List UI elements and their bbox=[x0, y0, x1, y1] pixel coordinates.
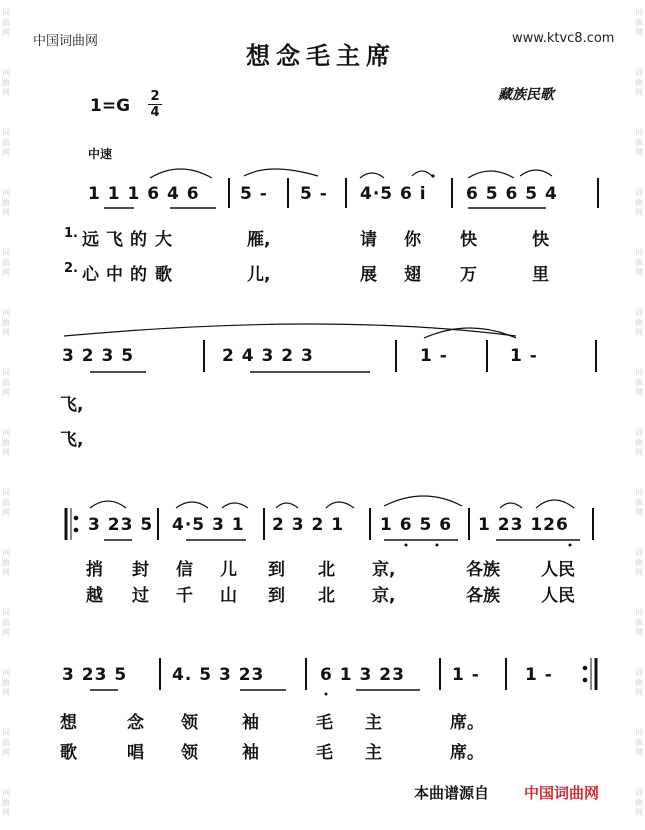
watermark-text: 词曲网 bbox=[635, 248, 643, 277]
verse2-number: 2. bbox=[64, 261, 78, 276]
watermark-text: 词曲网 bbox=[635, 668, 643, 697]
lyric: 你 bbox=[404, 230, 421, 250]
watermark-text: 词曲网 bbox=[635, 368, 643, 397]
lyric: 快 bbox=[460, 230, 477, 250]
verse1-number: 1. bbox=[64, 226, 78, 241]
watermark-text: 词曲网 bbox=[2, 368, 10, 397]
lyric: 各族 bbox=[466, 560, 500, 580]
lyric: 人民 bbox=[541, 586, 575, 606]
watermark-text: 词曲网 bbox=[2, 428, 10, 457]
slur bbox=[424, 328, 516, 338]
lyric: 封 bbox=[132, 560, 149, 580]
slur bbox=[520, 170, 552, 176]
lyric: 各族 bbox=[466, 586, 500, 606]
system2-measure1-notes: 3 2 3 5 bbox=[62, 346, 135, 366]
repeat-end-sign bbox=[583, 658, 596, 690]
slurs bbox=[64, 169, 574, 508]
lyric: 毛 bbox=[316, 713, 333, 733]
lyric: 快 bbox=[532, 230, 549, 250]
song-title: 想念毛主席 bbox=[246, 42, 396, 70]
lyric: 毛 bbox=[316, 743, 333, 763]
slur bbox=[500, 503, 522, 508]
system4-measure5-notes: 1 - bbox=[525, 665, 553, 685]
watermark-text: 词曲网 bbox=[635, 548, 643, 577]
lyric: 越 bbox=[86, 586, 103, 606]
system2-measure4-notes: 1 - bbox=[510, 346, 538, 366]
barlines bbox=[158, 178, 598, 690]
watermark-text: 词曲网 bbox=[2, 248, 10, 277]
lyric: 袖 bbox=[242, 743, 259, 763]
lyric: 心 bbox=[82, 265, 99, 285]
lyric: 飞, bbox=[60, 395, 84, 415]
lyric: 山 bbox=[220, 586, 237, 606]
song-origin: 藏族民歌 bbox=[498, 87, 554, 103]
lyric: 大 bbox=[155, 230, 172, 250]
low-octave-dot bbox=[405, 544, 408, 547]
lyric: 万 bbox=[460, 265, 477, 285]
lyric: 翅 bbox=[404, 265, 421, 285]
system4-measure2-notes: 4. 5 3 23 bbox=[172, 665, 265, 685]
lyric: 唱 bbox=[127, 743, 144, 763]
lyric: 请 bbox=[360, 230, 377, 250]
watermark-text: 词曲网 bbox=[635, 188, 643, 217]
lyric: 千 bbox=[176, 586, 193, 606]
lyric: 展 bbox=[360, 265, 377, 285]
lyric: 儿, bbox=[247, 265, 271, 285]
lyric: 歌 bbox=[155, 265, 172, 285]
watermark-text: 词曲网 bbox=[635, 128, 643, 157]
beat-underlines bbox=[90, 208, 580, 690]
watermark-text: 词曲网 bbox=[635, 608, 643, 637]
low-octave-dot bbox=[569, 544, 572, 547]
time-bottom: 4 bbox=[150, 105, 160, 120]
watermark-text: 词曲网 bbox=[635, 8, 643, 37]
lyric: 的 bbox=[130, 265, 147, 285]
slur bbox=[150, 169, 212, 178]
watermark-text: 词曲网 bbox=[2, 68, 10, 97]
lyric: 北 bbox=[318, 586, 335, 606]
lyric: 想 bbox=[60, 713, 77, 733]
system4-measure3-notes: 6 1 3 23 bbox=[320, 665, 405, 685]
watermark-text: 词曲网 bbox=[635, 68, 643, 97]
lyric: 领 bbox=[181, 743, 198, 763]
watermark-text: 词曲网 bbox=[635, 728, 643, 757]
system1-measure3-notes: 5 - bbox=[300, 184, 328, 204]
lyric: 京, bbox=[372, 586, 396, 606]
watermark-text: 词曲网 bbox=[2, 308, 10, 337]
lyric: 主 bbox=[365, 713, 382, 733]
tempo-mark: 中速 bbox=[88, 147, 113, 161]
site-url-right: www.ktvc8.com bbox=[512, 31, 615, 46]
system3-measure5-notes: 1 23 126 bbox=[478, 515, 569, 535]
watermark-text: 词曲网 bbox=[2, 728, 10, 757]
slur bbox=[412, 171, 432, 176]
system3-measure4-notes: 1 6 5 6 bbox=[380, 515, 453, 535]
slur bbox=[536, 500, 574, 508]
lyric: 歌 bbox=[60, 743, 77, 763]
lyric: 里 bbox=[532, 265, 549, 285]
system1-measure5-notes: 6 5 6 5 4 bbox=[466, 184, 558, 204]
repeat-start-sign bbox=[66, 508, 78, 540]
slur bbox=[326, 502, 354, 508]
watermark-text: 词曲网 bbox=[635, 428, 643, 457]
slur bbox=[222, 503, 248, 508]
key-signature: 1=G bbox=[90, 96, 131, 116]
watermark-text: 词曲网 bbox=[635, 488, 643, 517]
lyric: 飞, bbox=[60, 430, 84, 450]
system2-measure3-notes: 1 - bbox=[420, 346, 448, 366]
watermark-text: 词曲网 bbox=[2, 8, 10, 37]
watermark-text: 词曲网 bbox=[2, 188, 10, 217]
lyric: 信 bbox=[176, 560, 193, 580]
time-top: 2 bbox=[150, 89, 160, 104]
slur bbox=[244, 169, 318, 176]
system1-measure2-notes: 5 - bbox=[240, 184, 268, 204]
lyric: 到 bbox=[268, 560, 285, 580]
system1-measure1-notes: 1 1 1 6 4 6 bbox=[88, 184, 200, 204]
slur bbox=[90, 501, 126, 508]
low-octave-dot bbox=[436, 544, 439, 547]
system2-measure2-notes: 2 4 3 2 3 bbox=[222, 346, 314, 366]
low-octave-dot bbox=[325, 693, 328, 696]
system3-measure2-notes: 4·5 3 1 bbox=[172, 515, 245, 535]
watermark-text: 词曲网 bbox=[2, 548, 10, 577]
lyric: 北 bbox=[318, 560, 335, 580]
lyric: 儿 bbox=[220, 560, 237, 580]
slur bbox=[360, 173, 384, 178]
system1-measure4-notes: 4·5 6 i bbox=[360, 184, 427, 204]
site-name-left: 中国词曲网 bbox=[33, 34, 99, 49]
lyric: 过 bbox=[132, 586, 149, 606]
watermark-text: 词曲网 bbox=[2, 128, 10, 157]
slur bbox=[384, 496, 462, 506]
lyric: 雁, bbox=[247, 230, 271, 250]
lyric: 念 bbox=[127, 713, 144, 733]
lyric: 捎 bbox=[86, 560, 103, 580]
lyric: 飞 bbox=[106, 230, 123, 250]
lyric: 京, bbox=[372, 560, 396, 580]
slur bbox=[176, 502, 208, 508]
lyric: 人民 bbox=[541, 560, 575, 580]
system3-measure3-notes: 2 3 2 1 bbox=[272, 515, 345, 535]
lyric: 席。 bbox=[450, 743, 484, 763]
system4-measure4-notes: 1 - bbox=[452, 665, 480, 685]
lyric: 到 bbox=[268, 586, 285, 606]
system4-measure1-notes: 3 23 5 bbox=[62, 665, 128, 685]
source-label: 本曲谱源自 bbox=[414, 784, 490, 802]
lyric: 中 bbox=[106, 265, 123, 285]
system3-measure1-notes: 3 23 5 bbox=[88, 515, 154, 535]
watermark-text: 词曲网 bbox=[2, 668, 10, 697]
lyric: 席。 bbox=[450, 713, 484, 733]
lyric: 领 bbox=[181, 713, 198, 733]
lyric: 主 bbox=[365, 743, 382, 763]
source-site-link[interactable]: 中国词曲网 bbox=[524, 784, 600, 802]
watermark-text: 词曲网 bbox=[635, 308, 643, 337]
watermark-text: 词曲网 bbox=[635, 788, 643, 817]
lyric: 袖 bbox=[242, 713, 259, 733]
watermark-text: 词曲网 bbox=[2, 488, 10, 517]
high-octave-dot bbox=[431, 174, 434, 177]
slur bbox=[468, 171, 514, 178]
slur bbox=[276, 503, 298, 508]
octave-dots bbox=[325, 174, 572, 695]
watermark-text: 词曲网 bbox=[2, 608, 10, 637]
lyric: 的 bbox=[130, 230, 147, 250]
watermark-text: 词曲网 bbox=[2, 788, 10, 817]
lyric: 远 bbox=[82, 230, 99, 250]
